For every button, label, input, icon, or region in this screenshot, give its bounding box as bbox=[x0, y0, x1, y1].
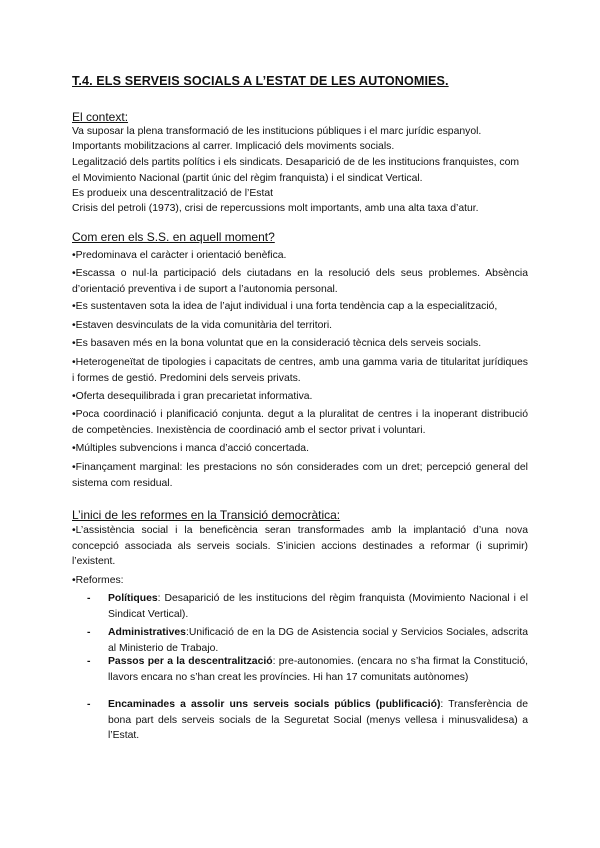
reforma-label: Passos per a la descentralització bbox=[108, 656, 273, 667]
reforma-text: : Desaparició de les institucions del règim franquista (Movimiento Nacional i el Sindicat Vertical). bbox=[108, 593, 528, 620]
bullet-dash: - bbox=[87, 627, 91, 638]
transicio-intro: •L’assistència social i la beneficència seran transformades amb la implantació d’una nova concepció associada als serveis socials. S’inicien accions destinades a reformar (i suprimir) l’existent. bbox=[72, 525, 528, 567]
context-line: Es produeix una descentralització de l’Estat bbox=[72, 188, 273, 199]
context-line: Va suposar la plena transformació de les institucions públiques i el marc jurídic espanyol. bbox=[72, 126, 482, 137]
context-line: Legalització dels partits polítics i els sindicats. Desaparició de de les institucions franquistes, com el Movimiento Nacional (partit únic del règim franquista) i el sindicat Vertical. bbox=[72, 157, 520, 184]
ss-heading: Com eren els S.S. en aquell moment? bbox=[72, 230, 275, 244]
bullet-dash: - bbox=[87, 699, 91, 710]
bullet-dash: - bbox=[87, 656, 91, 667]
ss-item: •Oferta desequilibrada i gran precarietat informativa. bbox=[72, 391, 313, 402]
document-title: T.4. ELS SERVEIS SOCIALS A L’ESTAT DE LES AUTONOMIES. bbox=[72, 74, 449, 88]
context-line: Crisis del petroli (1973), crisi de repercussions molt importants, amb una alta taxa d’atur. bbox=[72, 203, 479, 214]
reforma-item bbox=[87, 697, 528, 744]
reforma-text: : pre-autonomies. (encara no s’ha firmat la Constitució, llavors encara no s’han creat les províncies. Hi han 17 comunitats autònomes) bbox=[108, 656, 528, 683]
bullet-dash: - bbox=[87, 593, 91, 604]
ss-item: •Es basaven més en la bona voluntat que en la consideració tècnica dels serveis socials. bbox=[72, 338, 482, 349]
ss-item: •Poca coordinació i planificació conjunta. degut a la pluralitat de centres i la inoperant distribució de competències. Inexistència de coordinació amb el sector privat i voluntari. bbox=[72, 409, 528, 436]
reforma-item bbox=[87, 625, 528, 656]
context-heading: El context: bbox=[72, 110, 129, 124]
reformes-label: •Reformes: bbox=[72, 575, 124, 586]
ss-item: •Heterogeneïtat de tipologies i capacitats de centres, amb una gamma varia de titularitat jurídiques i formes de gestió. Predomini dels serveis privats. bbox=[72, 357, 528, 384]
reforma-item bbox=[87, 591, 528, 622]
ss-item: •Finançament marginal: les prestacions no són considerades com un dret; percepció general del sistema com residual. bbox=[72, 462, 528, 489]
reforma-label: Encaminades a assolir uns serveis socials públics (publificació) bbox=[108, 699, 441, 710]
ss-item: •Múltiples subvencions i manca d’acció concertada. bbox=[72, 443, 309, 454]
reforma-label: Polítiques bbox=[108, 593, 158, 604]
reforma-item bbox=[87, 654, 528, 685]
ss-item: •Es sustentaven sota la idea de l’ajut individual i una forta tendència cap a la especialització, bbox=[72, 301, 498, 312]
ss-item: •Estaven desvinculats de la vida comunitària del territori. bbox=[72, 320, 333, 331]
reforma-text: :Unificació de en la DG de Asistencia social y Servicios Sociales, adscrita al Ministerio de Trabajo. bbox=[108, 627, 528, 654]
ss-item: •Predominava el caràcter i orientació benèfica. bbox=[72, 250, 287, 261]
transicio-heading: L’inici de les reformes en la Transició democràtica: bbox=[72, 508, 341, 522]
ss-item: •Escassa o nul·la participació dels ciutadans en la resolució dels seus problemes. Absència d’orientació preventiva i de suport a l’autonomia personal. bbox=[72, 268, 528, 295]
reforma-label: Administratives bbox=[108, 627, 186, 638]
reforma-text: : Transferència de bona part dels serveis socials de la Seguretat Social (menys vellesa i minusvalidesa) a l’Estat. bbox=[108, 699, 528, 741]
context-line: Importants mobilitzacions al carrer. Implicació dels moviments socials. bbox=[72, 141, 395, 152]
